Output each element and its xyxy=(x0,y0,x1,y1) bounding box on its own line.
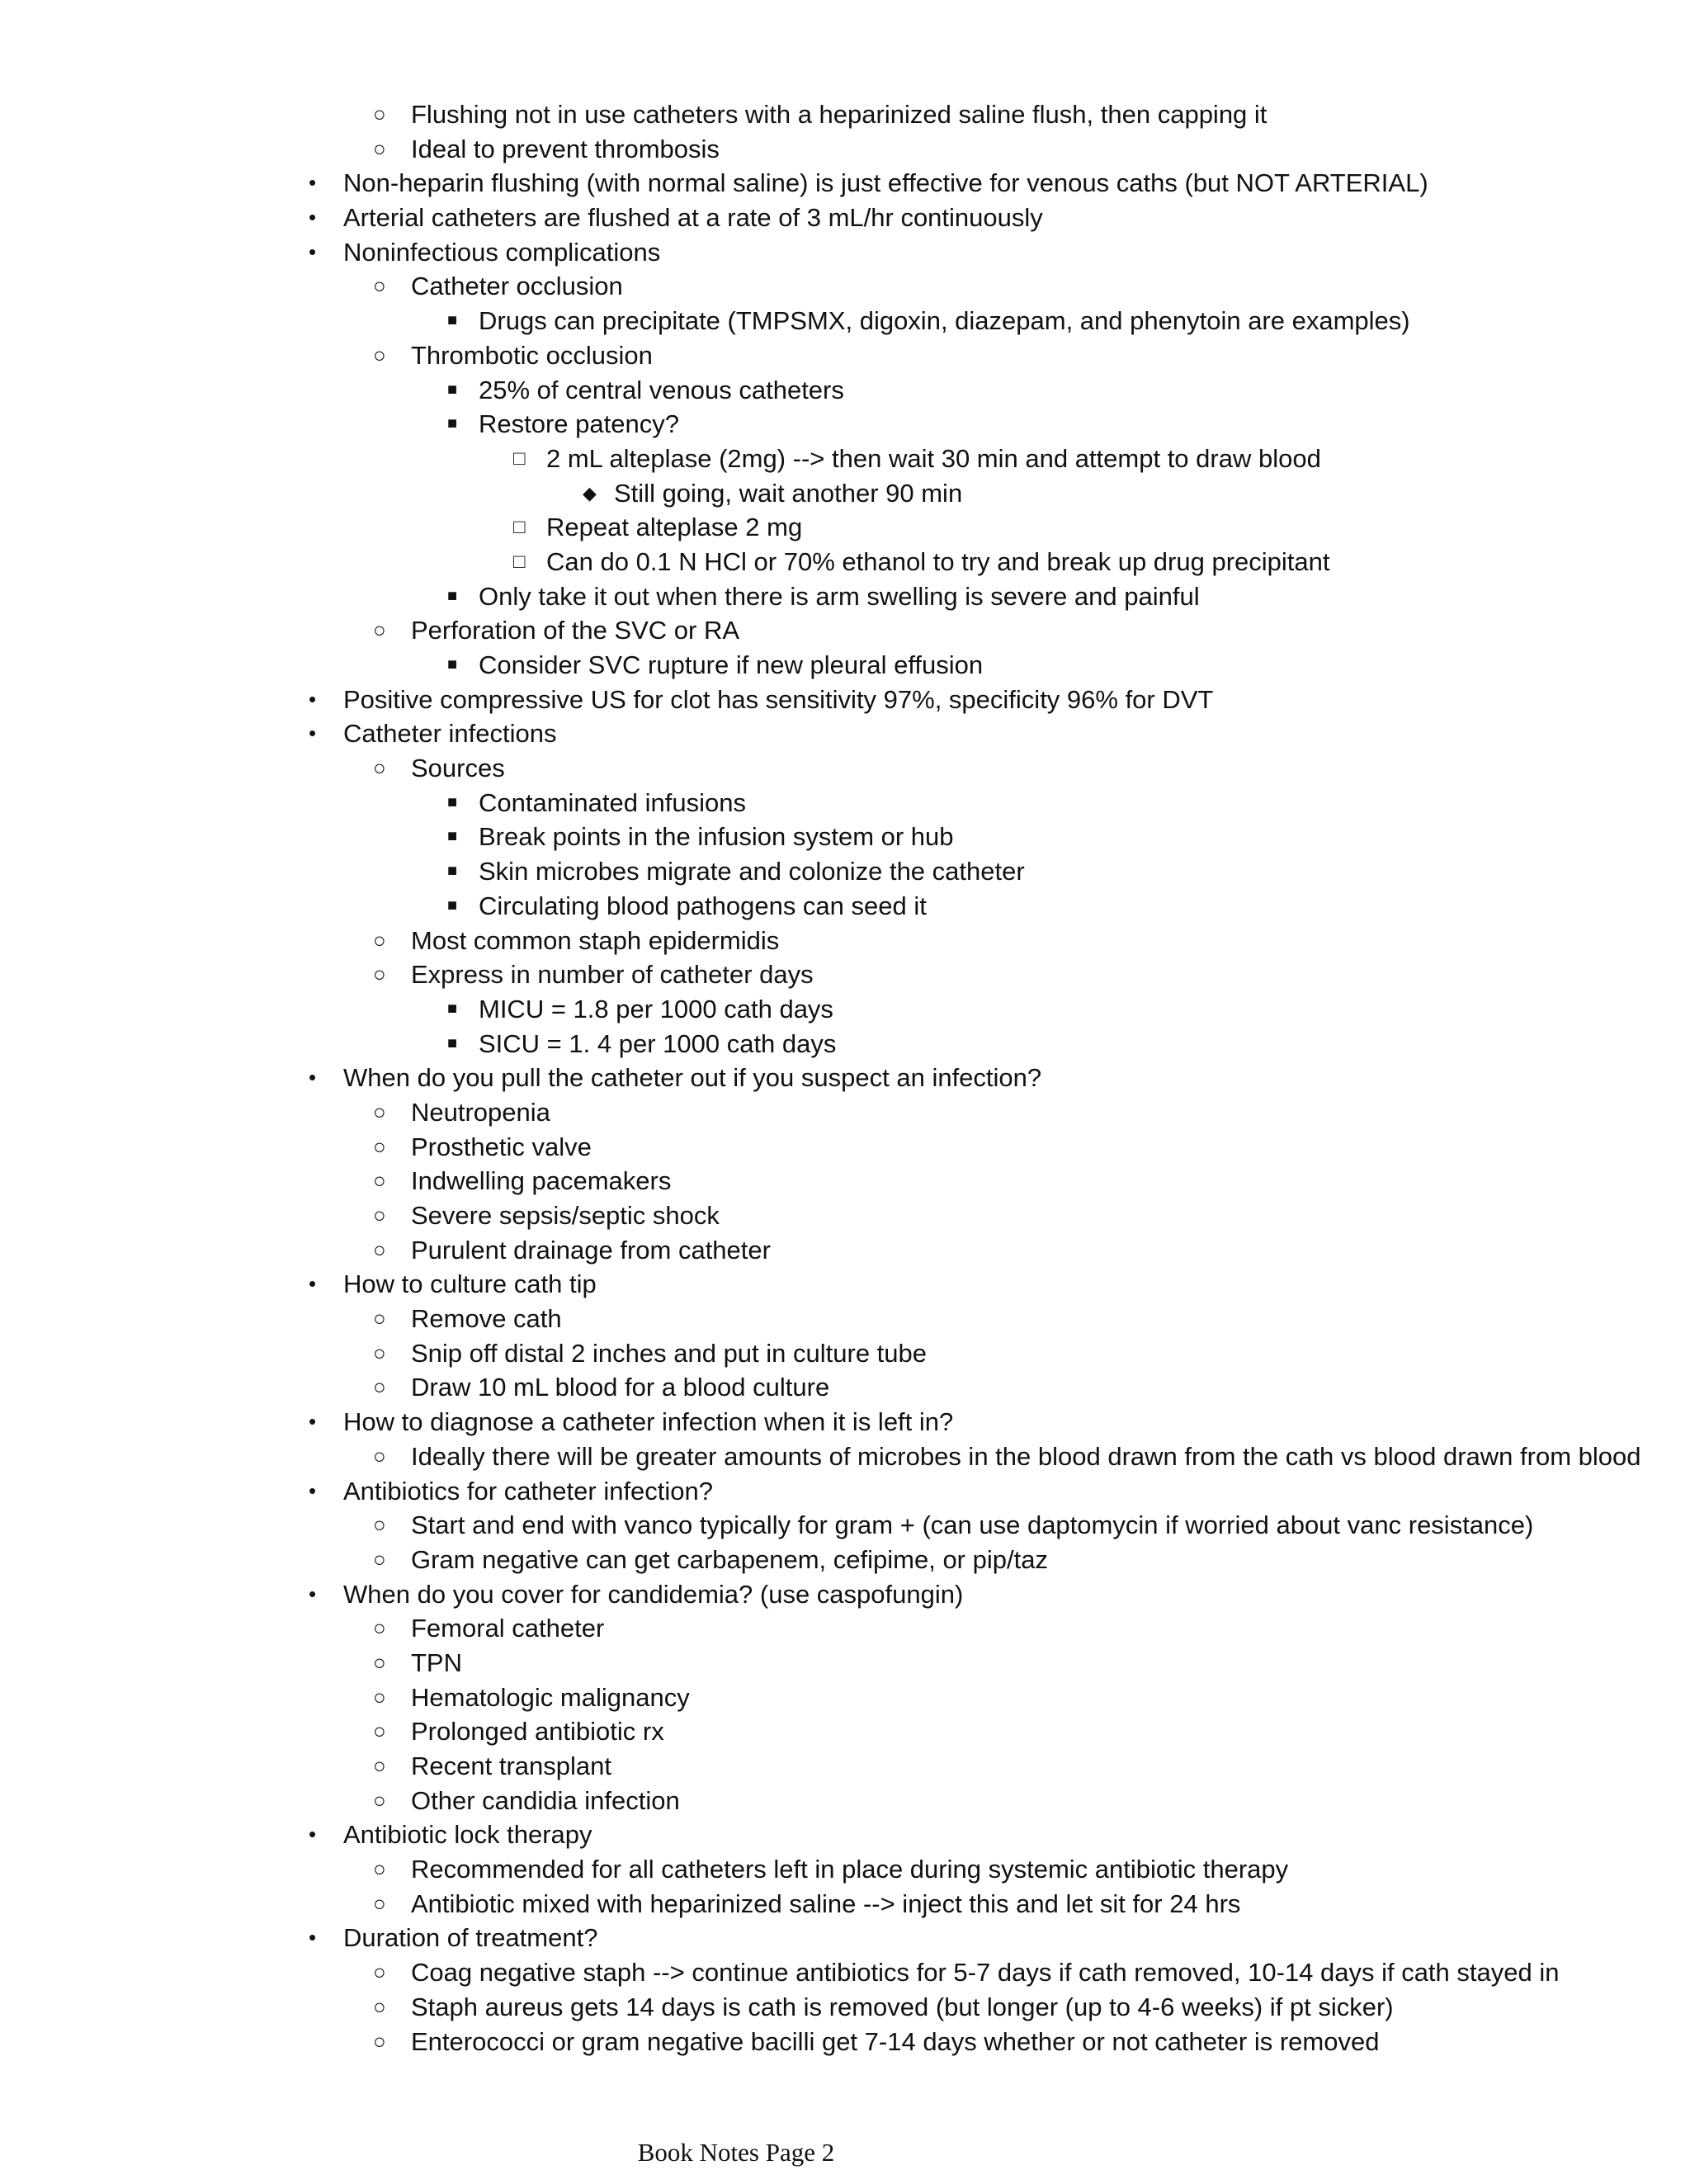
outline-item-text: Only take it out when there is arm swelling is severe and painful xyxy=(479,581,1200,611)
outline-item-text: Still going, wait another 90 min xyxy=(614,478,963,508)
outline-item-level-0 xyxy=(297,1405,1690,1439)
bullet-marker: ○ xyxy=(373,755,386,781)
outline-item-level-1 xyxy=(297,1198,1690,1233)
outline-item-level-2 xyxy=(297,786,1690,820)
outline-item-text: Snip off distal 2 inches and put in culture tube xyxy=(411,1338,928,1368)
outline-item-level-0 xyxy=(297,1577,1690,1612)
outline-item-level-1 xyxy=(297,751,1690,786)
bullet-marker: ○ xyxy=(373,1718,386,1744)
bullet-marker: • xyxy=(309,170,317,196)
bullet-marker: □ xyxy=(513,447,526,470)
outline-item-text: Indwelling pacemakers xyxy=(411,1166,672,1196)
bullet-marker: ○ xyxy=(373,1443,386,1468)
bullet-marker: • xyxy=(309,1271,317,1297)
bullet-marker: • xyxy=(309,1477,317,1503)
outline-item-text: Most common staph epidermidis xyxy=(411,925,780,955)
outline-item-text: Purulent drainage from catheter xyxy=(411,1235,771,1265)
outline-item-level-3 xyxy=(297,545,1690,579)
outline-item-level-0 xyxy=(297,683,1690,717)
outline-item-level-0 xyxy=(297,1474,1690,1509)
outline-item-text: Drugs can precipitate (TMPSMX, digoxin, diazepam, and phenytoin are examples) xyxy=(479,306,1410,336)
outline-item-text: Ideal to prevent thrombosis xyxy=(411,134,720,163)
outline-item-text: When do you cover for candidemia? (use caspofungin) xyxy=(343,1579,964,1609)
outline-item-level-1 xyxy=(297,1887,1690,1922)
bullet-marker: ○ xyxy=(373,342,386,367)
outline-item-level-1 xyxy=(297,924,1690,958)
outline-item-level-2 xyxy=(297,820,1690,854)
outline-item-level-2 xyxy=(297,648,1690,683)
bullet-marker: ■ xyxy=(447,896,458,915)
bullet-marker: ○ xyxy=(373,1649,386,1675)
outline-item-level-1 xyxy=(297,1370,1690,1405)
bullet-marker: ○ xyxy=(373,1959,386,1985)
bullet-marker: ○ xyxy=(373,1168,386,1194)
outline-item-text: Start and end with vanco typically for gram + (can use daptomycin if worried about vanc resistance) xyxy=(411,1510,1534,1540)
bullet-marker: ■ xyxy=(447,414,458,433)
bullet-marker: ○ xyxy=(373,1236,386,1262)
outline-item-level-1 xyxy=(297,338,1690,373)
outline-item-text: Catheter infections xyxy=(343,719,557,749)
outline-item-text: Consider SVC rupture if new pleural effusion xyxy=(479,650,984,679)
outline-item-text: Enterococci or gram negative bacilli get 7-14 days whether or not catheter is removed xyxy=(411,2026,1380,2056)
bullet-marker: ■ xyxy=(447,1033,458,1052)
outline-item-level-1 xyxy=(297,269,1690,304)
outline-item-text: Repeat alteplase 2 mg xyxy=(546,513,803,542)
outline-item-text: Draw 10 mL blood for a blood culture xyxy=(411,1373,830,1402)
outline-item-level-1 xyxy=(297,1714,1690,1749)
outline-item-text: Gram negative can get carbapenem, cefipime, or pip/taz xyxy=(411,1544,1048,1574)
bullet-marker: ○ xyxy=(373,1306,386,1331)
page-footer xyxy=(0,2138,1690,2167)
outline-item-text: Prolonged antibiotic rx xyxy=(411,1717,664,1747)
bullet-marker: • xyxy=(309,1822,317,1847)
outline-item-text: Catheter occlusion xyxy=(411,272,623,301)
outline-item-text: When do you pull the catheter out if you suspect an infection? xyxy=(343,1063,1042,1093)
outline-item-text: Staph aureus gets 14 days is cath is removed (but longer (up to 4-6 weeks) if pt sicker) xyxy=(411,1992,1394,2021)
outline-item-level-1 xyxy=(297,1852,1690,1887)
outline-item-text: Antibiotic lock therapy xyxy=(343,1820,592,1850)
bullet-marker: • xyxy=(309,686,317,711)
outline-item-text: Hematologic malignancy xyxy=(411,1682,690,1712)
outline-item-level-2 xyxy=(297,304,1690,338)
bullet-marker: ○ xyxy=(373,1615,386,1641)
outline-item-level-1 xyxy=(297,1302,1690,1336)
bullet-marker: • xyxy=(309,239,317,264)
bullet-marker: • xyxy=(309,1065,317,1090)
bullet-marker: ○ xyxy=(373,1753,386,1778)
bullet-marker: ○ xyxy=(373,273,386,299)
bullet-marker: ■ xyxy=(447,827,458,846)
outline-item-level-0 xyxy=(297,166,1690,201)
outline-item-level-0 xyxy=(297,1061,1690,1095)
bullet-marker: ○ xyxy=(373,1856,386,1882)
notes-outline xyxy=(297,97,1690,2059)
outline-item-level-2 xyxy=(297,854,1690,889)
outline-item-level-2 xyxy=(297,1027,1690,1061)
outline-item-text: Express in number of catheter days xyxy=(411,960,814,990)
bullet-marker: ○ xyxy=(373,1203,386,1227)
bullet-marker: ■ xyxy=(447,655,458,674)
bullet-marker: ■ xyxy=(447,792,458,811)
outline-item-text: 25% of central venous catheters xyxy=(479,375,844,404)
outline-item-level-1 xyxy=(297,1439,1690,1474)
outline-item-level-1 xyxy=(297,957,1690,992)
outline-item-level-1 xyxy=(297,1990,1690,2025)
bullet-marker: • xyxy=(309,205,317,230)
outline-item-level-1 xyxy=(297,2025,1690,2059)
outline-item-level-1 xyxy=(297,1611,1690,1646)
bullet-marker: ○ xyxy=(373,1993,386,2019)
outline-item-level-1 xyxy=(297,1130,1690,1165)
outline-item-text: Neutropenia xyxy=(411,1097,550,1127)
bullet-marker: ○ xyxy=(373,1133,386,1159)
outline-item-level-3 xyxy=(297,510,1690,545)
bullet-marker: ■ xyxy=(447,999,458,1018)
bullet-marker: □ xyxy=(513,516,526,539)
bullet-marker: • xyxy=(309,721,317,746)
bullet-marker: ○ xyxy=(373,1340,386,1365)
outline-item-level-0 xyxy=(297,1818,1690,1852)
bullet-marker: • xyxy=(309,1925,317,1950)
outline-item-text: 2 mL alteplase (2mg) --> then wait 30 min and attempt to draw blood xyxy=(546,443,1321,473)
outline-item-text: How to culture cath tip xyxy=(343,1269,597,1299)
bullet-marker: ○ xyxy=(373,135,386,161)
bullet-marker: ○ xyxy=(373,962,386,987)
outline-item-text: Other candidia infection xyxy=(411,1785,680,1815)
bullet-marker: ○ xyxy=(373,927,386,953)
outline-item-text: How to diagnose a catheter infection when it is left in? xyxy=(343,1407,954,1437)
outline-item-level-0 xyxy=(297,235,1690,270)
bullet-marker: ○ xyxy=(373,1890,386,1916)
bullet-marker: ○ xyxy=(373,617,386,643)
bullet-marker: ■ xyxy=(447,586,458,605)
outline-item-level-1 xyxy=(297,1955,1690,1990)
outline-item-level-0 xyxy=(297,201,1690,235)
outline-item-text: Duration of treatment? xyxy=(343,1923,598,1953)
outline-item-text: Recent transplant xyxy=(411,1751,611,1780)
outline-item-level-1 xyxy=(297,1095,1690,1130)
outline-item-level-1 xyxy=(297,97,1690,132)
bullet-marker: ■ xyxy=(447,380,458,399)
outline-item-text: Circulating blood pathogens can seed it xyxy=(479,891,927,920)
bullet-marker: ○ xyxy=(373,1546,386,1572)
outline-item-level-1 xyxy=(297,1233,1690,1268)
bullet-marker: ○ xyxy=(373,1684,386,1709)
outline-item-level-1 xyxy=(297,132,1690,167)
outline-item-level-1 xyxy=(297,1336,1690,1371)
outline-item-text: Femoral catheter xyxy=(411,1614,605,1643)
outline-item-text: Thrombotic occlusion xyxy=(411,340,653,370)
outline-item-level-1 xyxy=(297,1784,1690,1818)
outline-item-text: Noninfectious complications xyxy=(343,237,661,267)
outline-item-text: Arterial catheters are flushed at a rate of 3 mL/hr continuously xyxy=(343,203,1043,233)
outline-item-text: Antibiotics for catheter infection? xyxy=(343,1476,714,1506)
bullet-marker: ○ xyxy=(373,102,386,126)
outline-item-level-2 xyxy=(297,373,1690,408)
outline-item-text: Positive compressive US for clot has sensitivity 97%, specificity 96% for DVT xyxy=(343,684,1214,714)
bullet-marker: • xyxy=(309,1581,317,1606)
footer-text: Book Notes Page 2 xyxy=(637,2138,835,2167)
outline-item-text: Flushing not in use catheters with a heparinized saline flush, then capping it xyxy=(411,100,1268,129)
bullet-marker: □ xyxy=(513,550,526,573)
outline-item-level-0 xyxy=(297,716,1690,751)
bullet-marker: ■ xyxy=(447,311,458,330)
bullet-marker: ■ xyxy=(447,862,458,881)
outline-item-level-0 xyxy=(297,1267,1690,1302)
bullet-marker: • xyxy=(309,1409,317,1435)
outline-item-text: Skin microbes migrate and colonize the catheter xyxy=(479,857,1025,886)
outline-item-text: Coag negative staph --> continue antibiotics for 5-7 days if cath removed, 10-14 days if cath stayed in xyxy=(411,1958,1560,1988)
outline-item-level-1 xyxy=(297,1749,1690,1784)
bullet-marker: ○ xyxy=(373,1512,386,1538)
outline-item-text: Antibiotic mixed with heparinized saline --> inject this and let sit for 24 hrs xyxy=(411,1889,1241,1918)
outline-item-text: Non-heparin flushing (with normal saline) is just effective for venous caths (but NOT ARTERIAL) xyxy=(343,168,1428,198)
outline-item-text: Restore patency? xyxy=(479,409,679,439)
bullet-marker: ○ xyxy=(373,1787,386,1813)
outline-item-text: TPN xyxy=(411,1647,462,1677)
outline-item-level-1 xyxy=(297,1646,1690,1681)
bullet-marker: ○ xyxy=(373,1374,386,1400)
outline-item-level-4 xyxy=(297,476,1690,511)
outline-item-level-2 xyxy=(297,889,1690,924)
outline-item-level-3 xyxy=(297,442,1690,476)
outline-item-level-1 xyxy=(297,613,1690,648)
outline-item-text: SICU = 1. 4 per 1000 cath days xyxy=(479,1028,837,1058)
bullet-marker: ○ xyxy=(373,2028,386,2054)
outline-item-text: Recommended for all catheters left in place during systemic antibiotic therapy xyxy=(411,1855,1289,1884)
outline-item-text: Ideally there will be greater amounts of microbes in the blood drawn from the cath vs blood drawn from blood xyxy=(411,1441,1641,1471)
outline-item-text: Contaminated infusions xyxy=(479,787,746,817)
bullet-marker: ◆ xyxy=(583,482,597,503)
outline-item-level-2 xyxy=(297,579,1690,614)
outline-item-text: Sources xyxy=(411,754,505,783)
bullet-marker: ○ xyxy=(373,1099,386,1124)
outline-item-text: Perforation of the SVC or RA xyxy=(411,616,740,645)
outline-item-text: Break points in the infusion system or hub xyxy=(479,822,954,852)
outline-item-text: MICU = 1.8 per 1000 cath days xyxy=(479,994,833,1023)
outline-item-text: Can do 0.1 N HCl or 70% ethanol to try and break up drug precipitant xyxy=(546,546,1330,576)
outline-item-text: Prosthetic valve xyxy=(411,1132,592,1161)
outline-item-level-1 xyxy=(297,1681,1690,1715)
outline-item-level-2 xyxy=(297,992,1690,1027)
outline-item-level-1 xyxy=(297,1164,1690,1198)
outline-item-level-1 xyxy=(297,1508,1690,1543)
outline-item-level-2 xyxy=(297,407,1690,442)
outline-item-level-0 xyxy=(297,1921,1690,1955)
outline-item-text: Remove cath xyxy=(411,1304,562,1334)
outline-item-level-1 xyxy=(297,1543,1690,1577)
outline-item-text: Severe sepsis/septic shock xyxy=(411,1201,720,1230)
